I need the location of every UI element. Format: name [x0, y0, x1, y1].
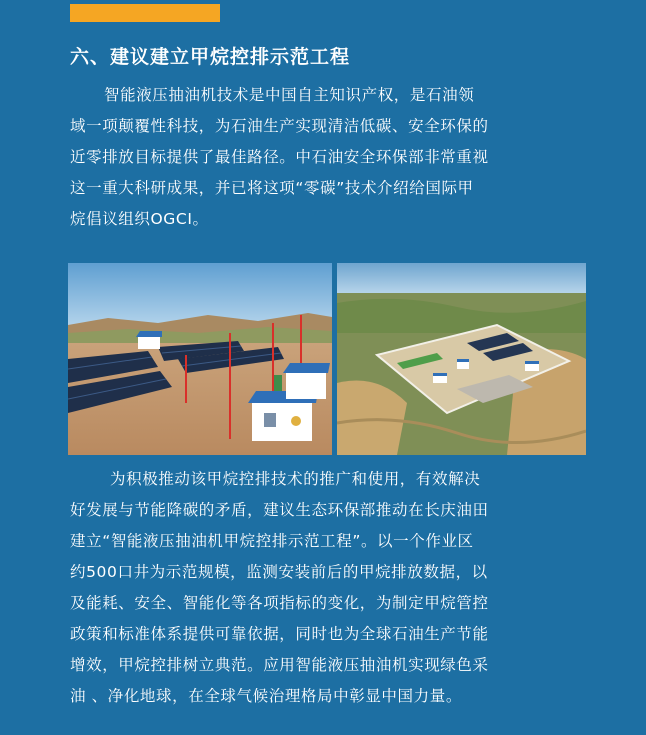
paragraph-line: 近零排放目标提供了最佳路径。中石油安全环保部非常重视	[70, 148, 489, 166]
paragraph-line: 域一项颠覆性科技，为石油生产实现清洁低碳、安全环保的	[70, 117, 489, 135]
paragraph-line: 油 、净化地球，在全球气候治理格局中彰显中国力量。	[70, 687, 462, 705]
paragraph-line: 政策和标准体系提供可靠依据，同时也为全球石油生产节能	[70, 625, 489, 643]
section-title: 六、建议建立甲烷控排示范工程	[70, 46, 351, 68]
accent-bar	[70, 4, 220, 22]
paragraph-line: 智能液压抽油机技术是中国自主知识产权，是石油领	[104, 86, 475, 104]
paragraph-line: 约500口井为示范规模，监测安装前后的甲烷排放数据，以	[70, 563, 488, 581]
proposal-paragraph	[70, 464, 585, 712]
paragraph-line: 增效，甲烷控排树立典范。应用智能液压抽油机实现绿色采	[70, 656, 489, 674]
paragraph-line: 烷倡议组织OGCI。	[70, 210, 209, 228]
paragraph-line: 好发展与节能降碳的矛盾，建议生态环保部推动在长庆油田	[70, 501, 489, 519]
paragraph-line: 这一重大科研成果，并已将这项“零碳”技术介绍给国际甲	[70, 179, 474, 197]
solar-panel-field-photo	[68, 263, 332, 455]
paragraph-line: 建立“智能液压抽油机甲烷控排示范工程”。以一个作业区	[70, 532, 474, 550]
intro-paragraph	[70, 80, 580, 235]
paragraph-line: 及能耗、安全、智能化等各项指标的变化，为制定甲烷管控	[70, 594, 489, 612]
paragraph-line: 为积极推动该甲烷控排技术的推广和使用，有效解决	[110, 470, 481, 488]
aerial-oilfield-photo	[337, 263, 586, 455]
